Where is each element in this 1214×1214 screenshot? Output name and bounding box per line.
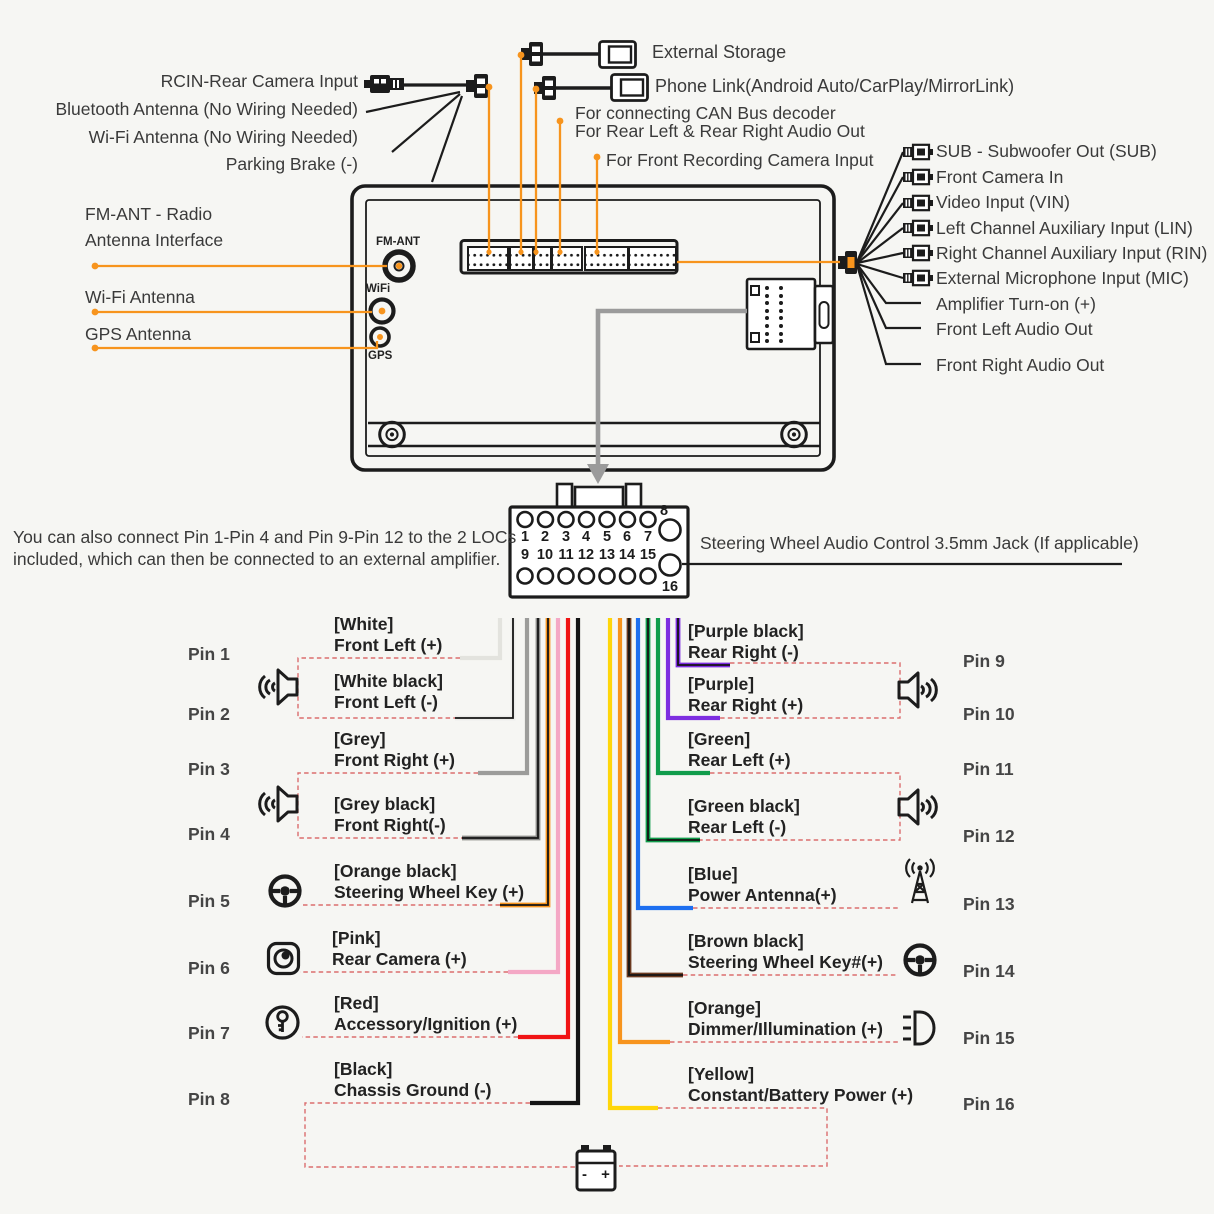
usb-external-storage-icon: [521, 42, 636, 68]
rca-plug-icons: [903, 145, 933, 285]
rcin-connector-icon: [364, 74, 488, 98]
unit-gps-label: GPS: [368, 350, 393, 362]
bluetooth-antenna-label: Bluetooth Antenna (No Wiring Needed): [55, 99, 358, 119]
plug-pin-6: 6: [622, 529, 632, 545]
pin4-label: Pin 4: [188, 824, 230, 844]
fm-antenna-label-1: FM-ANT - Radio: [85, 204, 213, 224]
headlight-dimmer-icon: [903, 1012, 934, 1044]
plug-pin-4: 4: [581, 529, 591, 545]
speaker-front-left-icon: [260, 670, 297, 704]
output-front-camera-label: Front Camera In: [936, 167, 1064, 187]
plug-pin-16: 16: [661, 579, 679, 595]
swc-label: Steering Wheel Audio Control 3.5mm Jack (If applicable): [700, 533, 1139, 553]
battery-terminals-label: - +: [582, 1166, 615, 1183]
front-recording-label: For Front Recording Camera Input: [606, 150, 874, 170]
pin13-text: [Blue] Power Antenna(+): [688, 864, 837, 905]
pin11-label: Pin 11: [963, 759, 1014, 779]
external-storage-label: External Storage: [652, 42, 787, 62]
output-mic-label: External Microphone Input (MIC): [936, 268, 1189, 288]
pin15-text: [Orange] Dimmer/Illumination (+): [688, 998, 883, 1039]
output-sub-label: SUB - Subwoofer Out (SUB): [936, 141, 1157, 161]
harness-arrow-line: [598, 311, 747, 466]
plug-pin-11: 11: [558, 547, 574, 563]
pin-icons: [260, 670, 937, 1044]
pin10-label: Pin 10: [963, 704, 1015, 724]
pin1-text: [White] Front Left (+): [334, 614, 443, 655]
ignition-key-icon: [267, 1007, 298, 1038]
plug-pin-1: 1: [520, 529, 530, 545]
pin9-label: Pin 9: [963, 651, 1005, 671]
output-plug-icon: [838, 251, 857, 274]
plug-pin-3: 3: [561, 529, 571, 545]
pin8-label: Pin 8: [188, 1089, 230, 1109]
pin10-text: [Purple] Rear Right (+): [688, 674, 804, 715]
pin3-text: [Grey] Front Right (+): [334, 729, 456, 770]
power-antenna-icon: [906, 859, 934, 903]
plug-pin-5: 5: [602, 529, 612, 545]
wifi-antenna-label: Wi-Fi Antenna: [85, 287, 195, 307]
plug-pin-8: 8: [659, 503, 669, 519]
pin6-text: [Pink] Rear Camera (+): [332, 928, 467, 969]
pin15-label: Pin 15: [963, 1028, 1015, 1048]
can-bus-label-1: For connecting CAN Bus decoder: [575, 103, 836, 123]
pin6-label: Pin 6: [188, 958, 230, 978]
rear-camera-icon: [269, 944, 299, 974]
plug-pin-10: 10: [536, 547, 554, 563]
harness-arrow-head: [587, 464, 609, 484]
pin11-text: [Green] Rear Left (+): [688, 729, 791, 770]
pin5-text: [Orange black] Steering Wheel Key (+): [334, 861, 525, 902]
pin16-label: Pin 16: [963, 1094, 1015, 1114]
output-front-right-label: Front Right Audio Out: [936, 355, 1105, 375]
fanout-plug-icon: [466, 74, 488, 98]
plug-pin-2: 2: [540, 529, 550, 545]
pin9-text: [Purple black] Rear Right (-): [688, 621, 804, 662]
wifi-antenna-nowiring-label: Wi-Fi Antenna (No Wiring Needed): [88, 127, 358, 147]
pin16-text: [Yellow] Constant/Battery Power (+): [688, 1064, 914, 1105]
output-video-in-label: Video Input (VIN): [936, 192, 1070, 212]
output-lin-label: Left Channel Auxiliary Input (LIN): [936, 218, 1193, 238]
pin2-label: Pin 2: [188, 704, 230, 724]
steering-wheel-icon: [271, 877, 300, 906]
plug-pin-7: 7: [643, 529, 653, 545]
speaker-rear-left-icon: [899, 790, 936, 824]
note-line-1: You can also connect Pin 1-Pin 4 and Pin 9-Pin 12 to the 2 LOCs: [13, 527, 517, 547]
pin14-label: Pin 14: [963, 961, 1015, 981]
plug-pin-9: 9: [520, 547, 530, 563]
speaker-rear-right-icon: [899, 673, 936, 707]
pin4-text: [Grey black] Front Right(-): [334, 794, 446, 835]
pin7-text: [Red] Accessory/Ignition (+): [334, 993, 518, 1034]
pin14-text: [Brown black] Steering Wheel Key#(+): [688, 931, 883, 972]
pin12-text: [Green black] Rear Left (-): [688, 796, 800, 837]
output-amp-label: Amplifier Turn-on (+): [936, 294, 1096, 314]
pin7-label: Pin 7: [188, 1023, 230, 1043]
plug-pin-13: 13: [598, 547, 616, 563]
gps-antenna-label: GPS Antenna: [85, 324, 192, 344]
antenna-fan-lines: [366, 92, 462, 182]
pin5-label: Pin 5: [188, 891, 230, 911]
output-front-left-label: Front Left Audio Out: [936, 319, 1093, 339]
plug-pin-12: 12: [577, 547, 595, 563]
pin3-label: Pin 3: [188, 759, 230, 779]
phone-link-label: Phone Link(Android Auto/CarPlay/MirrorLink): [655, 76, 1015, 96]
pin12-label: Pin 12: [963, 826, 1015, 846]
rcin-label: RCIN-Rear Camera Input: [160, 71, 358, 91]
parking-brake-label: Parking Brake (-): [225, 154, 358, 174]
pin8-text: [Black] Chassis Ground (-): [334, 1059, 492, 1100]
plug-pin-15: 15: [639, 547, 657, 563]
pin2-text: [White black] Front Left (-): [334, 671, 443, 712]
usb-phone-link-icon: [534, 75, 648, 101]
fm-antenna-label-2: Antenna Interface: [85, 230, 224, 250]
output-rin-label: Right Channel Auxiliary Input (RIN): [936, 243, 1208, 263]
pin13-label: Pin 13: [963, 894, 1015, 914]
unit-fm-label: FM-ANT: [376, 236, 421, 248]
unit-wifi-label: WiFi: [366, 283, 391, 295]
note-line-2: included, which can then be connected to an external amplifier.: [13, 549, 501, 569]
pin1-label: Pin 1: [188, 644, 230, 664]
speaker-front-right-icon: [260, 787, 297, 821]
can-bus-label-2: For Rear Left & Rear Right Audio Out: [575, 121, 865, 141]
steering-wheel-2-icon: [906, 946, 935, 975]
plug-pin-14: 14: [618, 547, 636, 563]
